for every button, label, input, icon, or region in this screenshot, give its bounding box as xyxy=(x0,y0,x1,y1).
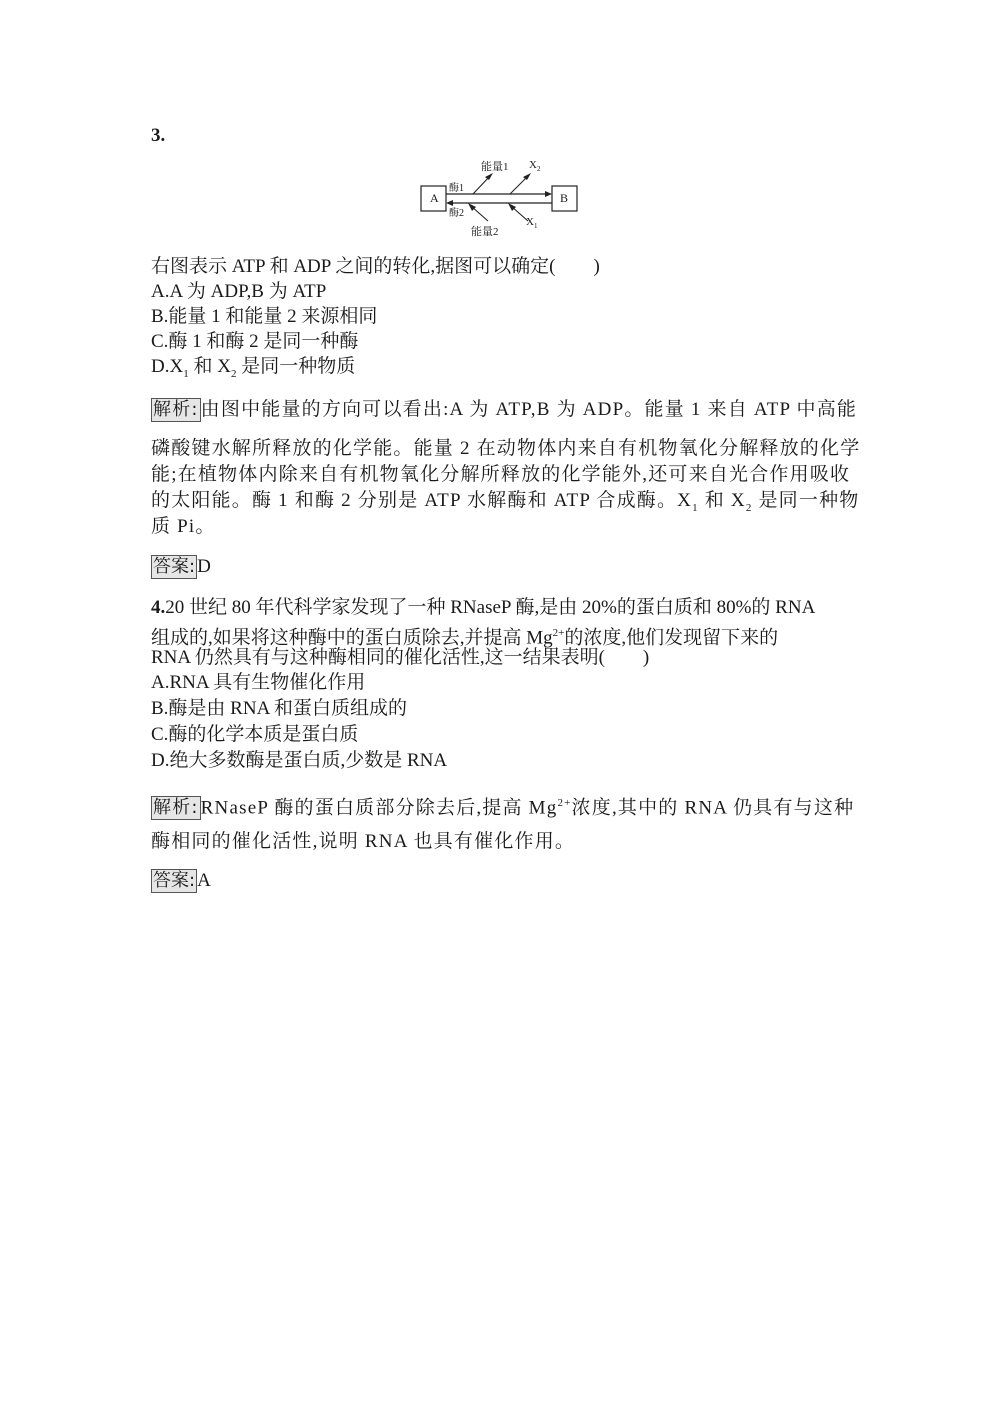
diagram-energy1-label: 能量1 xyxy=(481,161,509,173)
question-4-option-d: D.绝大多数酶是蛋白质,少数是 RNA xyxy=(151,750,448,771)
question-3-analysis-line-2: 磷酸键水解所释放的化学能。能量 2 在动物体内来自有机物氧化分解释放的化学 xyxy=(151,438,861,459)
answer-tag: 答案: xyxy=(153,870,196,891)
question-3-number: 3. xyxy=(151,125,166,146)
question-4-stem-line-3: RNA 仍然具有与这种酶相同的催化活性,这一结果表明( ) xyxy=(151,647,650,668)
question-3-analysis-line-3: 能;在植物体内除来自有机物氧化分解所释放的化学能外,还可来自光合作用吸收 xyxy=(151,464,851,485)
diagram-energy2-label: 能量2 xyxy=(471,226,499,238)
answer-tag: 答案: xyxy=(153,556,196,577)
diagram-x1-label: $X_1$ xyxy=(526,216,538,231)
diagram-box-a: A xyxy=(430,191,439,205)
diagram-enzyme1-label: 酶1 xyxy=(449,183,464,194)
question-4-analysis-line-1: 解析: RNaseP 酶的蛋白质部分除去后,提高 $Mg^{2+}$浓度,其中的 RNA 仍具有与这种 xyxy=(153,797,855,819)
question-4-number: 4. xyxy=(151,597,166,618)
question-4-stem-line-1: 4.20 世纪 80 年代科学家发现了一种 RNaseP 酶,是由 20%的蛋白质和 80%的 RNA xyxy=(151,597,816,618)
question-4-stem-line-2: 组成的,如果将这种酶中的蛋白质除去,并提高 $Mg^{2+}$的浓度,他们发现留下来的 xyxy=(151,627,779,649)
question-3-option-b: B.能量 1 和能量 2 来源相同 xyxy=(151,306,378,327)
question-4-option-a: A.RNA 具有生物催化作用 xyxy=(151,672,366,693)
question-4-option-b: B.酶是由 RNA 和蛋白质组成的 xyxy=(151,698,407,719)
question-3-analysis-line-4: 的太阳能。酶 1 和酶 2 分别是 ATP 水解酶和 ATP 合成酶。$X_1$ 和 $X_2$ 是同一种物 xyxy=(151,490,860,514)
question-4-analysis-line-2: 酶相同的催化活性,说明 RNA 也具有催化作用。 xyxy=(151,831,576,852)
answer-value: A xyxy=(197,870,211,891)
diagram-enzyme2-label: 酶2 xyxy=(449,208,464,219)
question-3-option-a: A.A 为 ADP,B 为 ATP xyxy=(151,281,327,302)
atp-adp-diagram xyxy=(418,156,583,238)
question-4-answer xyxy=(151,869,211,893)
question-3-analysis-line-1: 解析: 由图中能量的方向可以看出:A 为 ATP,B 为 ADP。能量 1 来自 ATP 中高能 xyxy=(153,399,858,420)
question-3-option-d: $D.X_1$ 和 $X_2$ 是同一种物质 xyxy=(151,356,356,380)
question-3-answer xyxy=(151,555,211,579)
question-4-option-c: C.酶的化学本质是蛋白质 xyxy=(151,724,359,745)
analysis-tag: 解析: xyxy=(153,399,199,420)
analysis-tag: 解析: xyxy=(153,797,199,819)
question-3-option-c: C.酶 1 和酶 2 是同一种酶 xyxy=(151,331,359,352)
question-3-stem: 右图表示 ATP 和 ADP 之间的转化,据图可以确定( ) xyxy=(151,256,600,277)
diagram-x2-label: $X_2$ xyxy=(529,159,541,174)
diagram-box-b: B xyxy=(560,191,569,205)
question-3-analysis-line-5: 质 Pi。 xyxy=(151,516,216,537)
answer-value: D xyxy=(197,556,211,577)
